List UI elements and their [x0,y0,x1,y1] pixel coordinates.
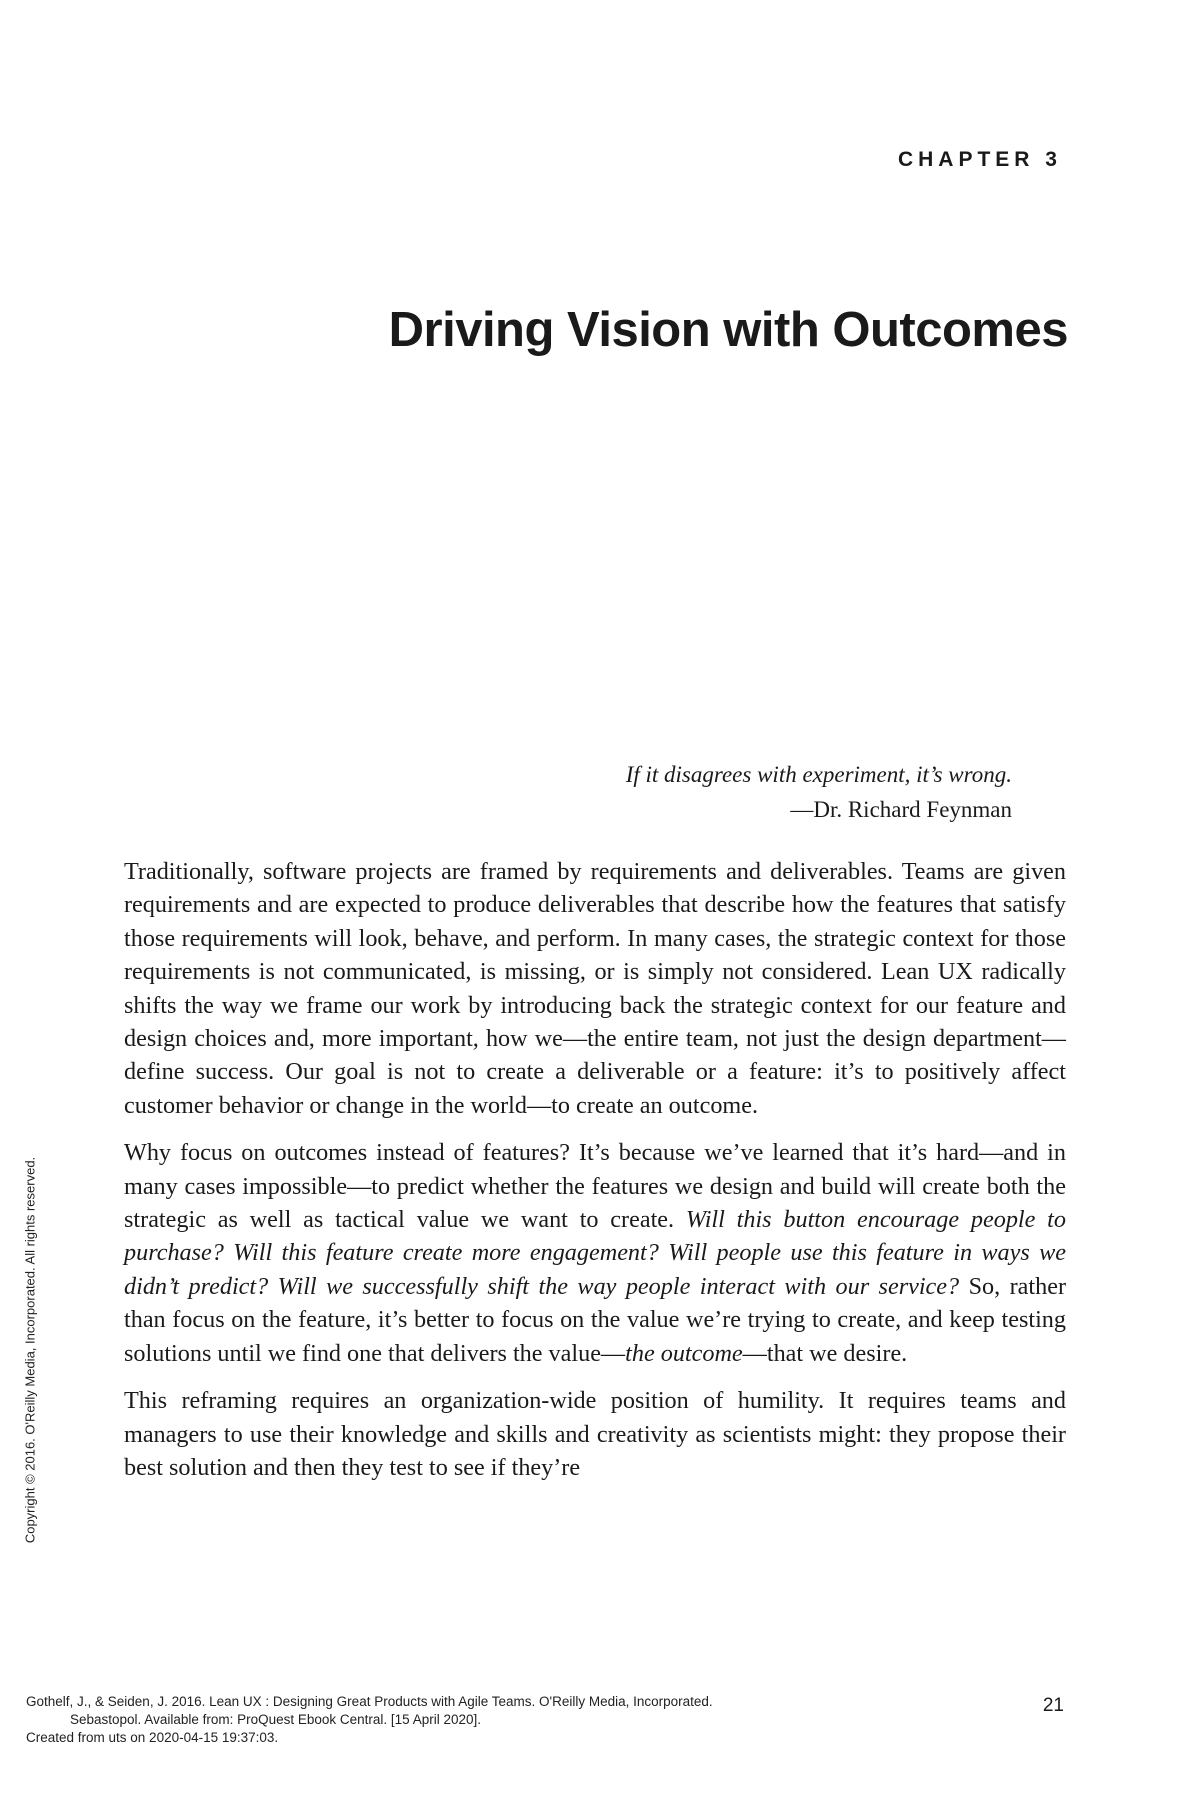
footer-citation [26,1693,713,1747]
paragraph-2-middle: So, rather than focus on the feature, it’s better to focus on the value we’re trying to create, and keep testing solutions until we find one that delivers the value— [124,1272,1066,1367]
copyright-notice: Copyright © 2016. O'Reilly Media, Incorporated. All rights reserved. [22,1156,38,1544]
paragraph-2-end: —that we desire. [742,1339,908,1367]
paragraph-3: This reframing requires an organization-wide position of humility. It requires teams and managers to use their knowledge and skills and creativity as scientists might: they propose their best solution and then they test to see if they’re [124,1387,1066,1481]
epigraph [626,757,1012,827]
chapter-label: CHAPTER 3 [897,148,1062,171]
epigraph-attribution: —Dr. Richard Feynman [790,797,1012,822]
citation-line-2: Sebastopol. Available from: ProQuest Ebook Central. [15 April 2020]. [70,1712,481,1727]
chapter-body [124,855,1066,1498]
citation-line-1: Gothelf, J., & Seiden, J. 2016. Lean UX : Designing Great Products with Agile Teams. O'Reilly Media, Incorporated. [26,1694,713,1709]
citation-line-3: Created from uts on 2020-04-15 19:37:03. [26,1730,279,1745]
paragraph-2 [124,1136,1066,1370]
page-number: 21 [1042,1695,1064,1716]
epigraph-quote: If it disagrees with experiment, it’s wrong. [625,762,1012,787]
paragraph-2-emphasis: the outcome [625,1339,743,1367]
paragraph-1: Traditionally, software projects are framed by requirements and deliverables. Teams are given requirements and are expected to produce deliverables that describe how the features that satisfy those requirements will look, behave, and perform. In many cases, the strategic context for those requirements is not communicated, is missing, or is simply not considered. Lean UX radically shifts the way we frame our work by introducing back the strategic context for our feature and design choices and, more important, how we—the entire team, not just the design department—define success. Our goal is not to create a deliverable or a feature: it’s to positively affect customer behavior or change in the world—to create an outcome. [124,858,1066,1119]
paragraph-2-intro: Why focus on outcomes instead of features? It’s because we’ve learned that it’s hard—and in many cases impossible—to predict whether the features we design and build will create both the strategic as well as tactical value we want to create. [124,1139,1066,1234]
chapter-title: Driving Vision with Outcomes [388,303,1068,357]
paragraph-2-questions: Will this button encourage people to purchase? Will this feature create more engagement? Will people use this feature in ways we didn’t predict? Will we successfully shift the way people interact with our service? [124,1206,1066,1300]
